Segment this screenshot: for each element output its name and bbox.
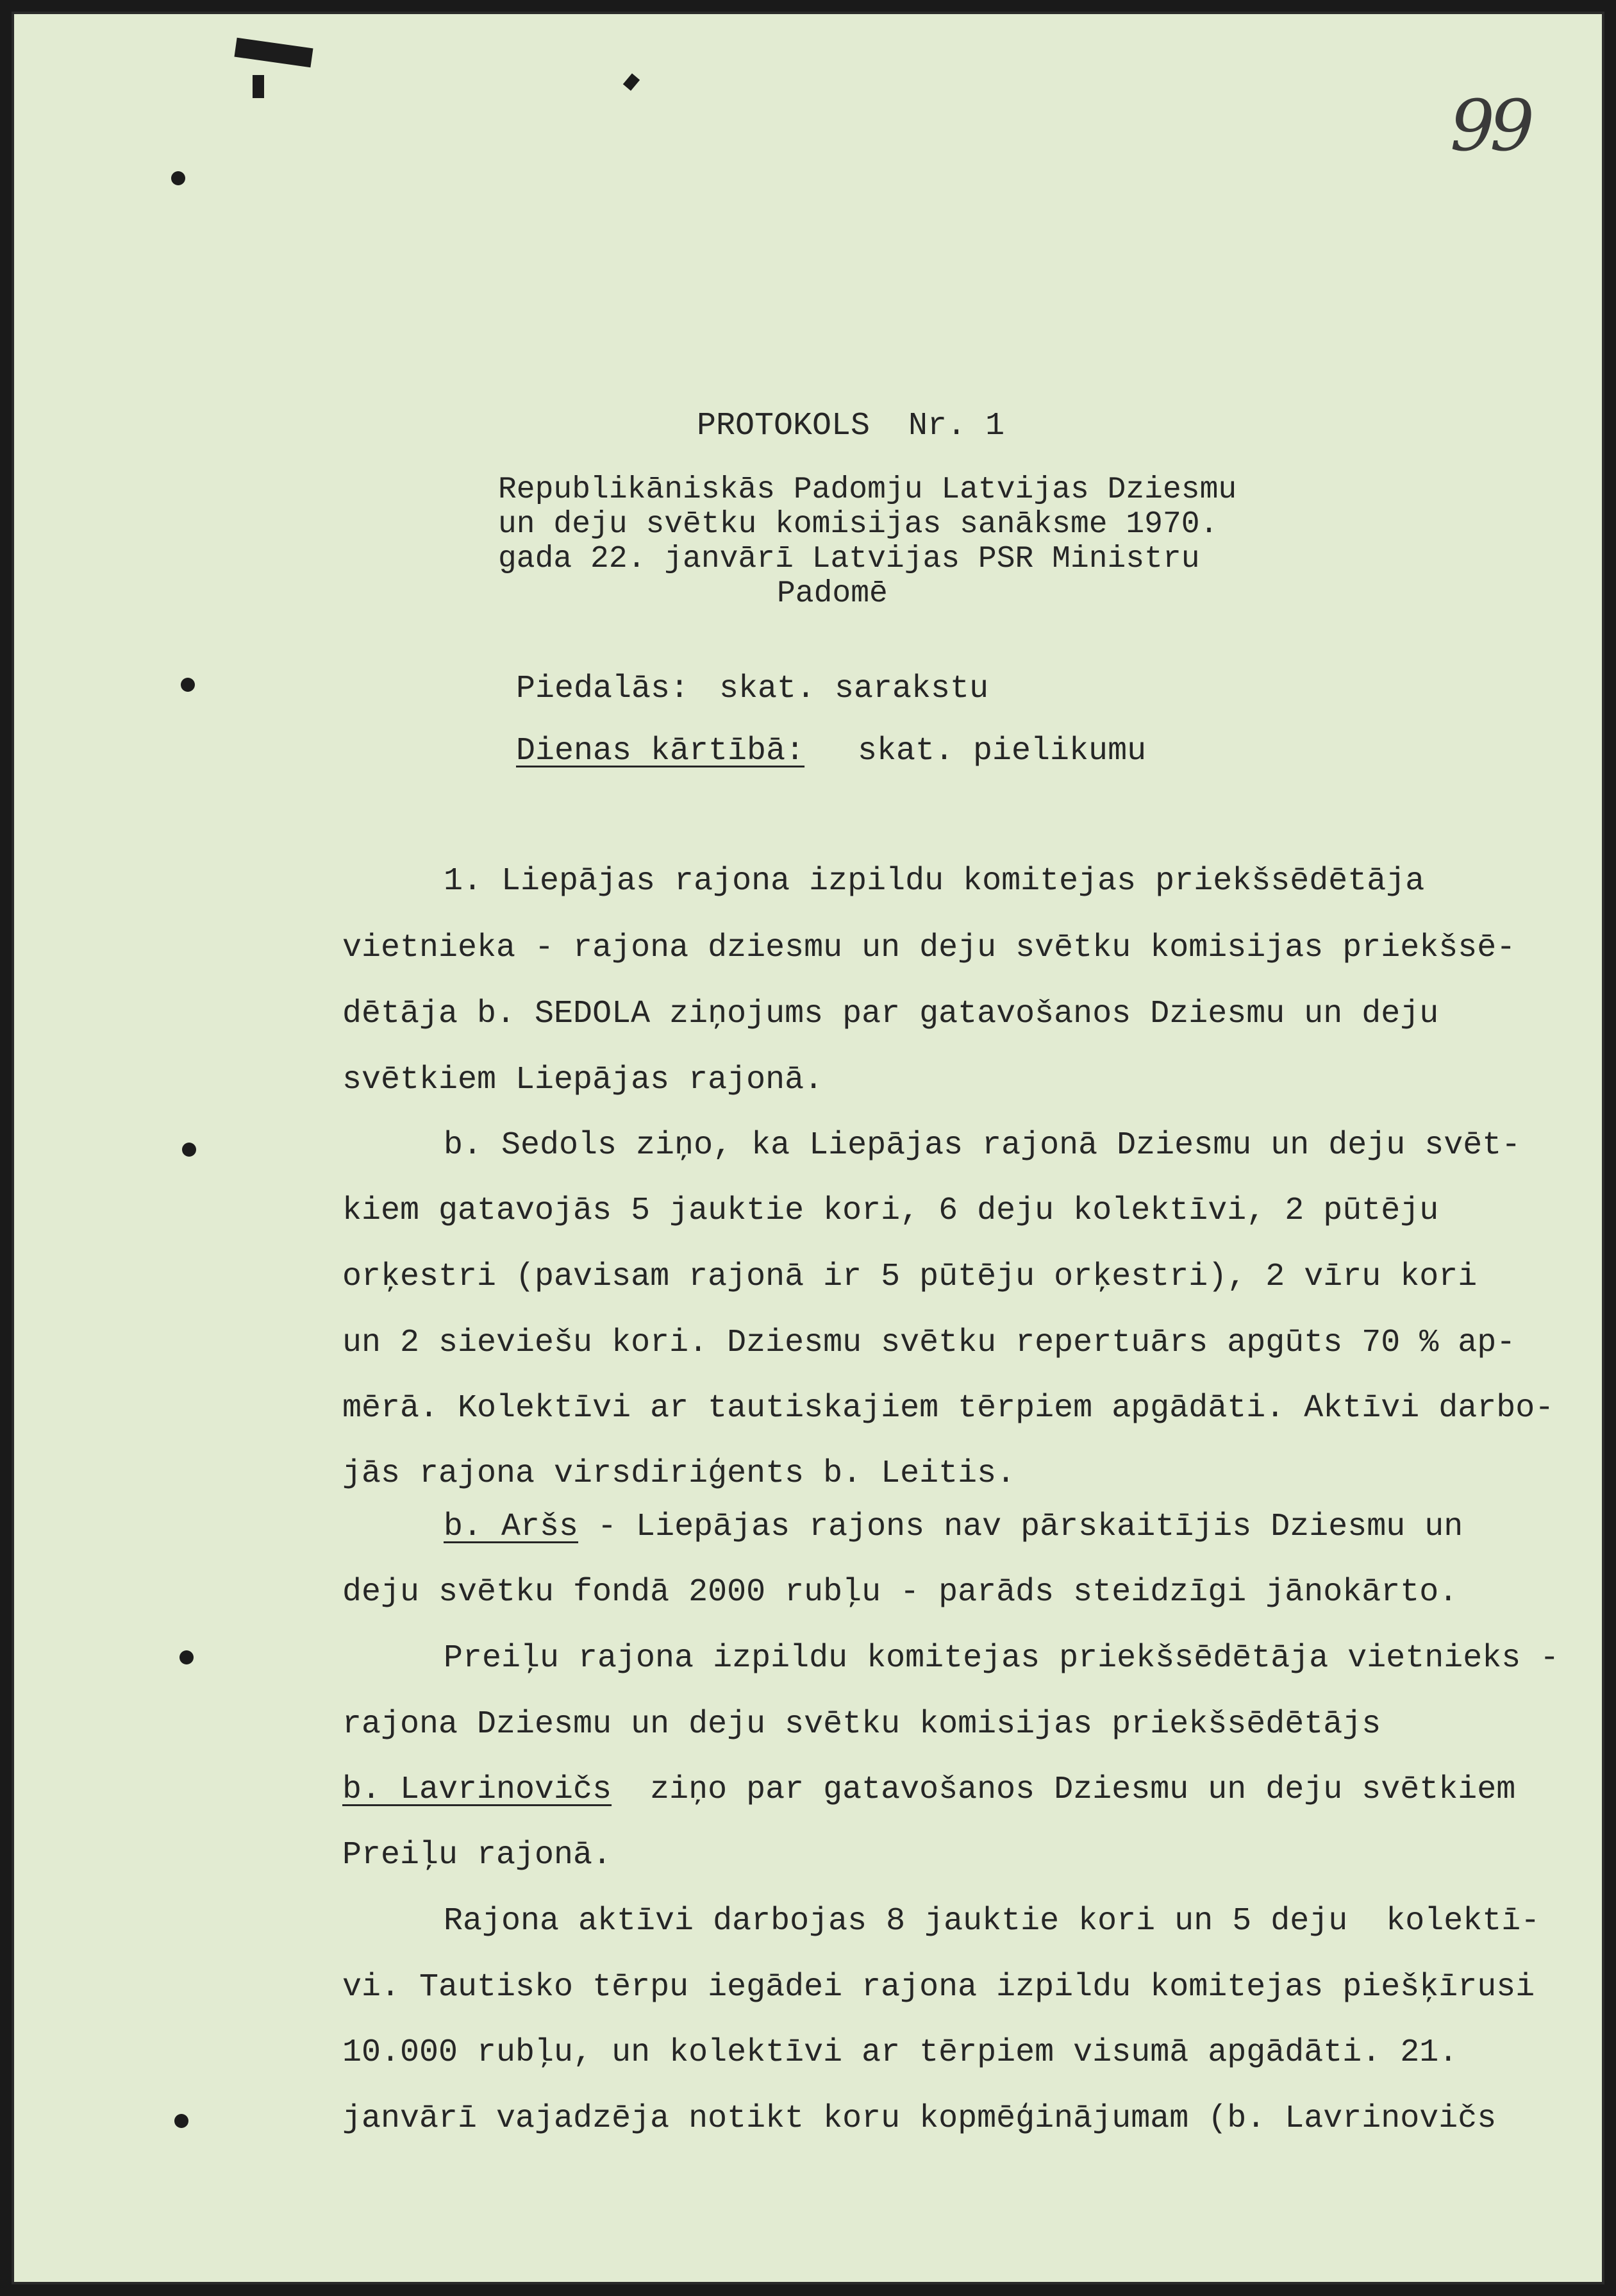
body-text: - Liepājas rajons nav pārskaitījis Dziesmu un	[578, 1509, 1463, 1545]
body-line	[444, 1511, 1463, 1543]
punch-hole	[182, 1143, 196, 1157]
body-line: kiem gatavojās 5 jauktie kori, 6 deju kolektīvi, 2 pūtēju	[342, 1193, 1439, 1229]
body-line: deju svētku fondā 2000 rubļu - parāds steidzīgi jānokārto.	[342, 1574, 1458, 1611]
speaker-name: b. Aršs	[444, 1509, 579, 1545]
body-line: svētkiem Liepājas rajonā.	[342, 1062, 824, 1098]
body-line: Rajona aktīvi darbojas 8 jauktie kori un 5 deju kolektī-	[444, 1903, 1540, 1940]
body-line: Preiļu rajona izpildu komitejas priekšsēdētāja vietnieks -	[444, 1640, 1560, 1677]
header-line: gada 22. janvārī Latvijas PSR Ministru	[498, 542, 1200, 576]
body-line: janvārī vajadzēja notikt koru kopmēģinājumam (b. Lavrinovičs	[342, 2100, 1497, 2137]
header-line: un deju svētku komisijas sanāksme 1970.	[498, 507, 1219, 542]
body-line: un 2 sieviešu kori. Dziesmu svētku repertuārs apgūts 70 % ap-	[342, 1325, 1516, 1361]
document-title: PROTOKOLS Nr. 1	[697, 408, 1005, 444]
attendance-label: Piedalās:	[516, 671, 690, 707]
body-text: ziņo par gatavošanos Dziesmu un deju svētkiem	[612, 1772, 1516, 1808]
body-line: b. Sedols ziņo, ka Liepājas rajonā Dziesmu un deju svēt-	[444, 1127, 1521, 1164]
staple-mark	[234, 38, 313, 67]
punch-hole	[171, 171, 185, 185]
staple-mark	[253, 75, 264, 98]
body-line: rajona Dziesmu un deju svētku komisijas priekšsēdētājs	[342, 1706, 1381, 1743]
body-line: vietnieka - rajona dziesmu un deju svētku komisijas priekšsē-	[342, 930, 1516, 966]
body-line: mērā. Kolektīvi ar tautiskajiem tērpiem apgādāti. Aktīvi darbo-	[342, 1390, 1554, 1427]
header-line: Republikāniskās Padomju Latvijas Dziesmu	[498, 473, 1237, 507]
agenda-value: skat. pielikumu	[858, 733, 1147, 769]
body-line: 10.000 rubļu, un kolektīvi ar tērpiem visumā apgādāti. 21.	[342, 2034, 1458, 2071]
body-line: orķestri (pavisam rajonā ir 5 pūtēju orķestri), 2 vīru kori	[342, 1259, 1478, 1295]
punch-hole	[179, 1650, 194, 1664]
body-line: jās rajona virsdiriģents b. Leitis.	[342, 1455, 1016, 1492]
agenda-label: Dienas kārtībā:	[516, 733, 805, 769]
punch-hole	[174, 2114, 188, 2128]
speaker-name: b. Lavrinovičs	[342, 1772, 612, 1808]
body-line	[342, 1774, 1515, 1806]
attendance-value: skat. sarakstu	[719, 671, 989, 707]
document-page	[12, 12, 1604, 2284]
body-line: Preiļu rajonā.	[342, 1837, 612, 1873]
staple-mark	[623, 73, 640, 90]
body-line: 1. Liepājas rajona izpildu komitejas priekšsēdētāja	[444, 863, 1425, 900]
body-line: dētāja b. SEDOLA ziņojums par gatavošanos Dziesmu un deju	[342, 996, 1439, 1032]
header-line: Padomē	[777, 576, 888, 611]
page-number: 99	[1450, 85, 1529, 167]
punch-hole	[181, 678, 195, 692]
body-line: vi. Tautisko tērpu iegādei rajona izpildu komitejas piešķīrusi	[342, 1969, 1535, 2006]
